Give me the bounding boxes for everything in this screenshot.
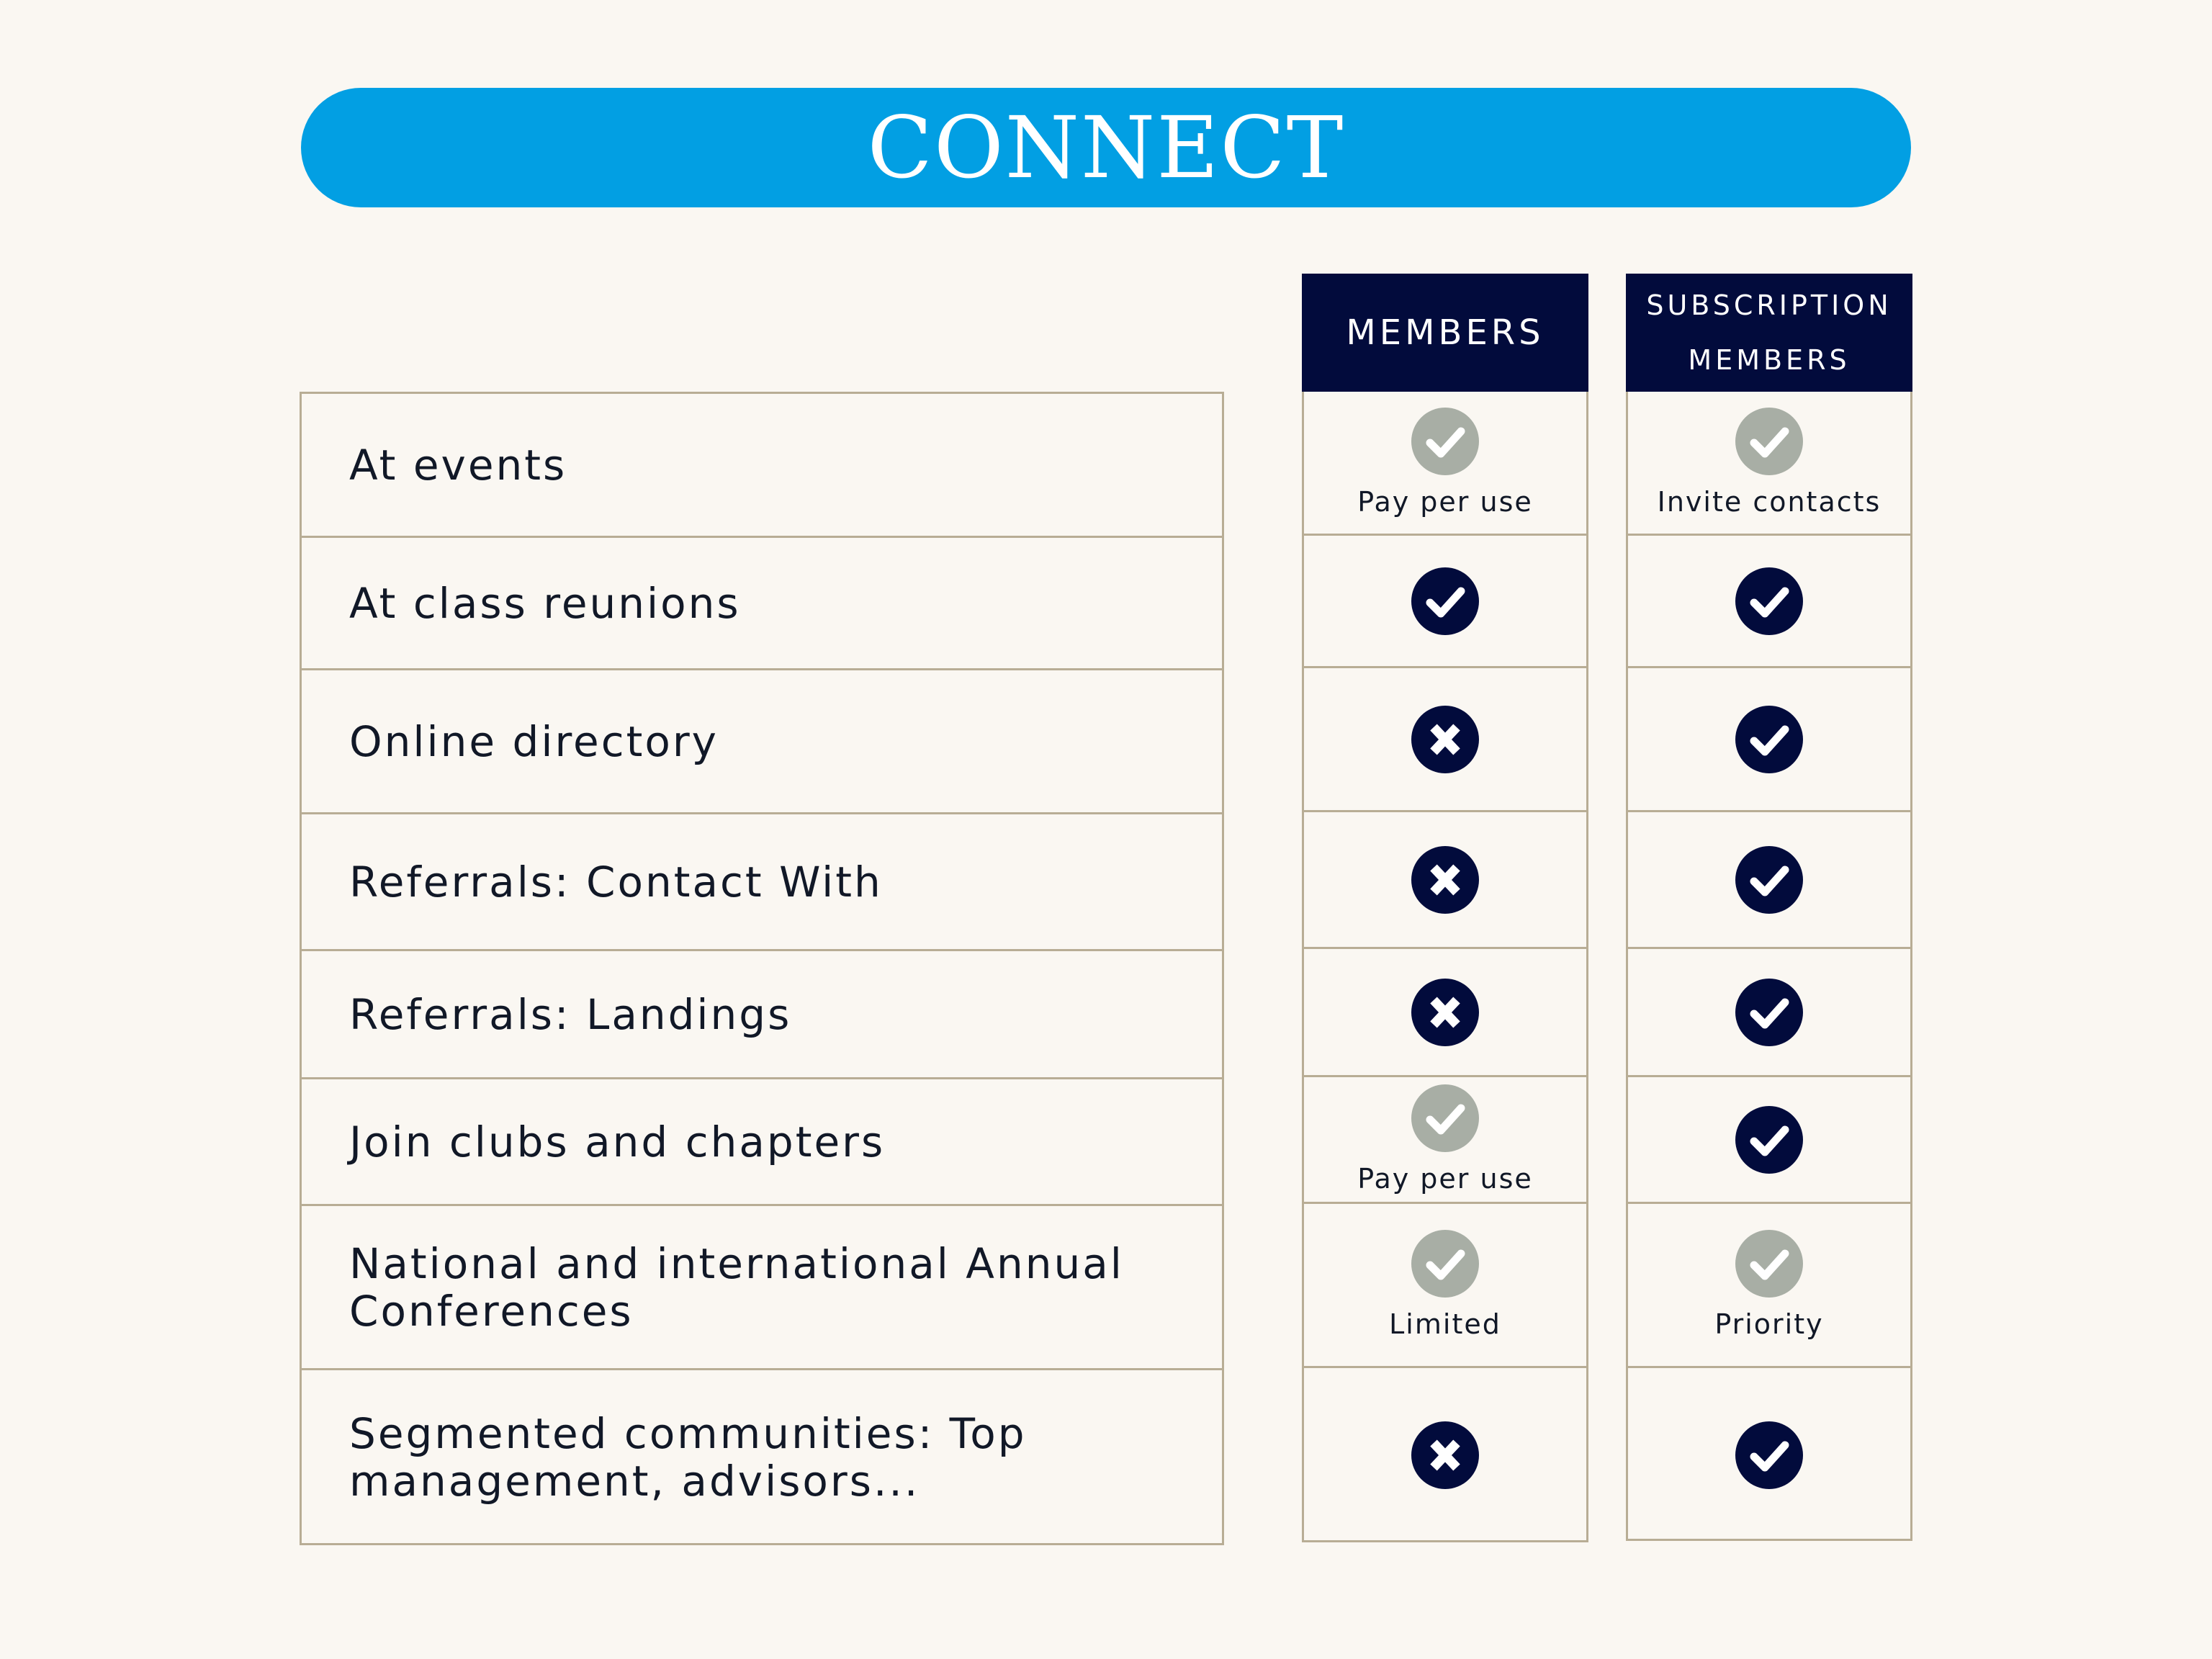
feature-table bbox=[300, 392, 1224, 1545]
table-cell bbox=[1304, 1204, 1586, 1366]
table-row bbox=[1628, 536, 1910, 668]
table-cell bbox=[1304, 536, 1586, 666]
table-row bbox=[302, 670, 1222, 814]
table-cell bbox=[1628, 1204, 1910, 1366]
table-cell bbox=[1628, 1077, 1910, 1202]
feature-label: Online directory bbox=[349, 716, 719, 766]
title-banner bbox=[301, 88, 1911, 207]
check-dark-icon bbox=[1735, 979, 1803, 1046]
table-row bbox=[1304, 1204, 1586, 1368]
table-row bbox=[302, 394, 1222, 538]
check-grey-icon bbox=[1411, 408, 1479, 475]
check-grey-icon bbox=[1735, 1230, 1803, 1298]
column-header-members bbox=[1302, 274, 1588, 392]
table-row bbox=[1304, 536, 1586, 668]
table-cell bbox=[1628, 668, 1910, 810]
table-row bbox=[1304, 812, 1586, 949]
feature-label: Referrals: Contact With bbox=[349, 857, 883, 907]
feature-label: Segmented communities: Top management, advisors... bbox=[349, 1409, 1027, 1506]
x-dark-icon bbox=[1411, 846, 1479, 914]
table-cell bbox=[1628, 949, 1910, 1075]
table-row bbox=[1304, 1368, 1586, 1542]
check-dark-icon bbox=[1735, 1421, 1803, 1489]
column-header-members-label: MEMBERS bbox=[1346, 313, 1545, 353]
members-column bbox=[1302, 392, 1588, 1542]
table-row bbox=[302, 951, 1222, 1079]
column-header-subscription-members bbox=[1626, 274, 1912, 392]
table-row bbox=[302, 1079, 1222, 1206]
table-row bbox=[1628, 668, 1910, 812]
check-grey-icon bbox=[1411, 1084, 1479, 1152]
check-dark-icon bbox=[1735, 1106, 1803, 1174]
x-dark-icon bbox=[1411, 979, 1479, 1046]
check-dark-icon bbox=[1411, 567, 1479, 635]
table-row bbox=[1628, 1204, 1910, 1368]
table-cell bbox=[1304, 949, 1586, 1075]
table-cell bbox=[1628, 1368, 1910, 1542]
table-cell bbox=[1304, 392, 1586, 534]
table-cell bbox=[1628, 536, 1910, 666]
x-dark-icon bbox=[1411, 706, 1479, 773]
table-row bbox=[1628, 1368, 1910, 1542]
table-row bbox=[302, 1206, 1222, 1370]
table-cell bbox=[1628, 812, 1910, 947]
table-cell bbox=[1304, 812, 1586, 947]
feature-label: Referrals: Landings bbox=[349, 989, 792, 1039]
table-row bbox=[1628, 949, 1910, 1077]
table-row bbox=[302, 814, 1222, 951]
table-row bbox=[302, 1370, 1222, 1545]
check-grey-icon bbox=[1411, 1230, 1479, 1298]
cell-note: Pay per use bbox=[1357, 485, 1533, 518]
table-row bbox=[1304, 668, 1586, 812]
feature-label: At events bbox=[349, 440, 567, 490]
table-row bbox=[1304, 392, 1586, 536]
table-row bbox=[302, 538, 1222, 670]
page-title: CONNECT bbox=[867, 98, 1345, 197]
feature-label: National and international Annual Conferences bbox=[349, 1238, 1124, 1336]
table-row bbox=[1304, 1077, 1586, 1204]
feature-label: At class reunions bbox=[349, 578, 741, 628]
feature-label: Join clubs and chapters bbox=[349, 1117, 886, 1166]
subscription-members-column bbox=[1626, 392, 1912, 1541]
table-cell bbox=[1628, 392, 1910, 534]
cell-note: Limited bbox=[1389, 1308, 1501, 1340]
table-cell bbox=[1304, 1368, 1586, 1542]
x-dark-icon bbox=[1411, 1421, 1479, 1489]
check-dark-icon bbox=[1735, 846, 1803, 914]
table-row bbox=[1304, 949, 1586, 1077]
column-header-subscription-line2: MEMBERS bbox=[1688, 344, 1851, 376]
cell-note: Invite contacts bbox=[1657, 485, 1881, 518]
check-grey-icon bbox=[1735, 408, 1803, 475]
table-row bbox=[1628, 392, 1910, 536]
table-row bbox=[1628, 812, 1910, 949]
check-dark-icon bbox=[1735, 567, 1803, 635]
table-row bbox=[1628, 1077, 1910, 1204]
check-dark-icon bbox=[1735, 706, 1803, 773]
cell-note: Priority bbox=[1714, 1308, 1824, 1340]
table-cell bbox=[1304, 1077, 1586, 1202]
cell-note: Pay per use bbox=[1357, 1162, 1533, 1195]
column-header-subscription-line1: SUBSCRIPTION bbox=[1646, 289, 1892, 321]
table-cell bbox=[1304, 668, 1586, 810]
